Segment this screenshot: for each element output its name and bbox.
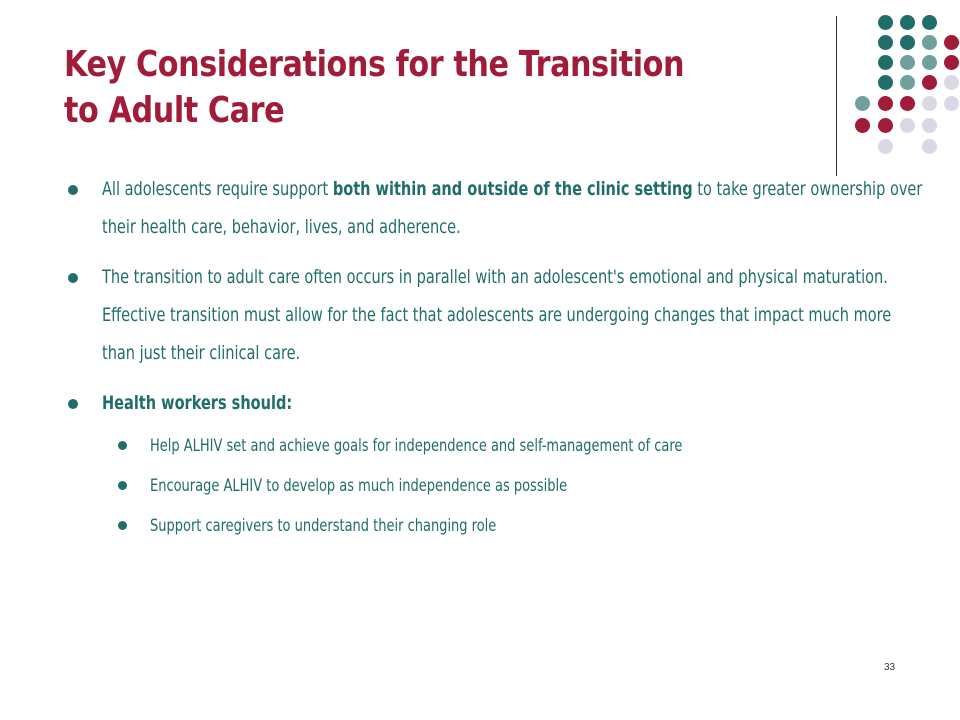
bullet-heading: Health workers should: <box>102 392 293 414</box>
decorative-dot-icon <box>922 139 937 154</box>
sub-bullet-dot-icon <box>118 521 127 530</box>
page-number: 33 <box>884 662 896 673</box>
bullet-dot-icon <box>68 399 78 409</box>
decorative-dot-icon <box>878 118 893 133</box>
decorative-dot-icon <box>900 75 915 90</box>
sub-bullet-item <box>150 466 922 506</box>
bullet-item <box>102 170 922 246</box>
decorative-dot-icon <box>878 15 893 30</box>
decorative-dot-icon <box>878 96 893 111</box>
sub-bullet-dot-icon <box>118 481 127 490</box>
decorative-dot-icon <box>900 118 915 133</box>
decorative-dot-icon <box>944 96 959 111</box>
bullet-text-bold: both within and outside of the clinic setting <box>332 178 693 200</box>
slide-title <box>64 42 686 134</box>
sub-bullet-item <box>150 506 922 546</box>
decorative-dot-icon <box>944 35 959 50</box>
decorative-dot-icon <box>900 15 915 30</box>
sub-bullet-text: Encourage ALHIV to develop as much independence as possible <box>150 476 568 496</box>
decorative-dot-icon <box>855 96 870 111</box>
bullet-item <box>102 384 922 422</box>
bullet-dot-icon <box>68 273 78 283</box>
decorative-divider <box>836 16 837 176</box>
slide-title-line-1: Key Considerations for the Transition <box>64 44 685 85</box>
bullet-text-pre: All adolescents require support <box>102 178 333 200</box>
decorative-dot-icon <box>922 35 937 50</box>
decorative-dot-icon <box>944 75 959 90</box>
decorative-dot-icon <box>900 35 915 50</box>
decorative-dot-icon <box>878 35 893 50</box>
sub-bullet-dot-icon <box>118 441 127 450</box>
sub-bullet-text: Support caregivers to understand their changing role <box>150 516 497 536</box>
decorative-dot-icon <box>944 55 959 70</box>
decorative-dot-icon <box>922 15 937 30</box>
decorative-dot-icon <box>878 55 893 70</box>
bullet-dot-icon <box>68 185 78 195</box>
bullet-text <box>102 170 939 246</box>
slide-body <box>102 170 922 546</box>
decorative-dot-icon <box>922 75 937 90</box>
decorative-dot-icon <box>878 139 893 154</box>
bullet-item <box>102 258 922 372</box>
bullet-text-post: to take greater ownership over their health care, behavior, lives, and adherence. <box>102 178 923 238</box>
decorative-dot-icon <box>878 75 893 90</box>
sub-bullet-item <box>150 426 922 466</box>
decorative-dot-icon <box>855 118 870 133</box>
decorative-dot-icon <box>900 55 915 70</box>
decorative-dot-icon <box>922 55 937 70</box>
decorative-dot-icon <box>922 96 937 111</box>
sub-bullet-text: Help ALHIV set and achieve goals for independence and self-management of care <box>150 436 683 456</box>
bullet-text: The transition to adult care often occurs in parallel with an adolescent's emotional and physical maturation. Effective transition must allow for the fact that adolescents are undergoing changes that impact much more than just their clinical care. <box>102 266 892 364</box>
decorative-dot-icon <box>922 118 937 133</box>
slide-title-line-2: to Adult Care <box>64 90 285 131</box>
sub-bullet-list <box>102 426 922 546</box>
decorative-dot-icon <box>900 96 915 111</box>
